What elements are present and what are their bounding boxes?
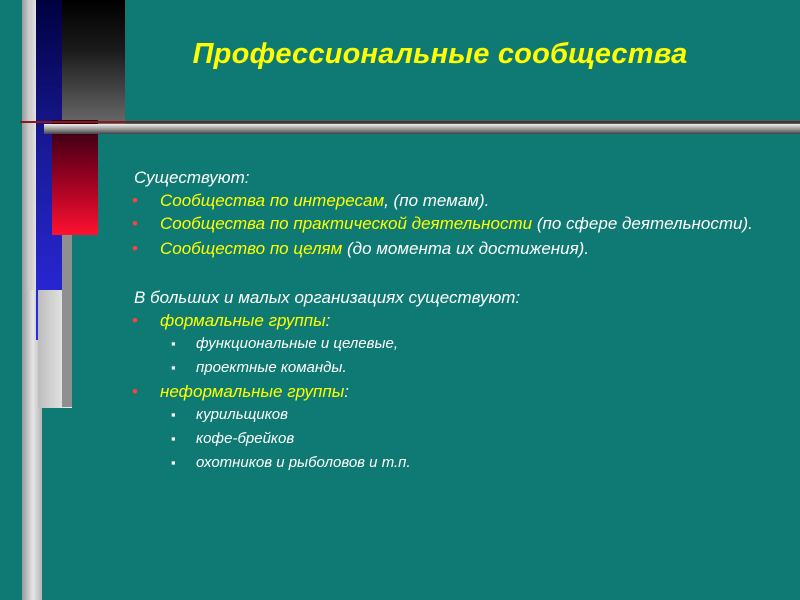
group-label-colon: :: [325, 311, 331, 330]
section2-heading: В больших и малых организациях существуют:: [134, 288, 521, 307]
list-item-text: (по сфере деятельности).: [532, 214, 753, 233]
sub-list-item: ▪ проектные команды.: [134, 356, 784, 380]
list-item: [134, 212, 784, 235]
group-label: [134, 380, 784, 403]
sub-list-item: ▪ кофе-брейков: [134, 427, 784, 451]
list-item: [134, 237, 784, 260]
group-label: [134, 309, 784, 332]
group-label-colon: :: [344, 382, 349, 401]
sub-list-item: ▪ функциональные и целевые,: [134, 332, 784, 356]
list-item-text: (до момента их достижения).: [342, 239, 590, 258]
slide-title: Профессиональные сообщества: [192, 38, 688, 70]
sub-list-item: ▪ курильщиков: [134, 403, 784, 427]
title-divider-line: [20, 121, 800, 123]
list-item-highlight: Сообщества по практической деятельности: [160, 214, 533, 233]
spacer: [134, 260, 784, 286]
list-item-text: , (по темам).: [384, 191, 490, 210]
list-item: [134, 189, 784, 212]
sub-list-item: ▪ охотников и рыболовов и т.п.: [134, 451, 784, 475]
title-divider-bar: [44, 124, 800, 134]
decorative-bar-gray-right: [62, 235, 72, 407]
list-item-highlight: Сообщество по целям: [160, 239, 343, 258]
group-label-text: формальные группы: [160, 311, 326, 330]
section1-heading: Существуют:: [134, 168, 250, 187]
list-item-highlight: Сообщества по интересам: [160, 191, 385, 210]
group-label-text: неформальные группы: [160, 382, 345, 401]
slide-body: [134, 166, 784, 475]
decorative-bar-red: [52, 120, 98, 235]
